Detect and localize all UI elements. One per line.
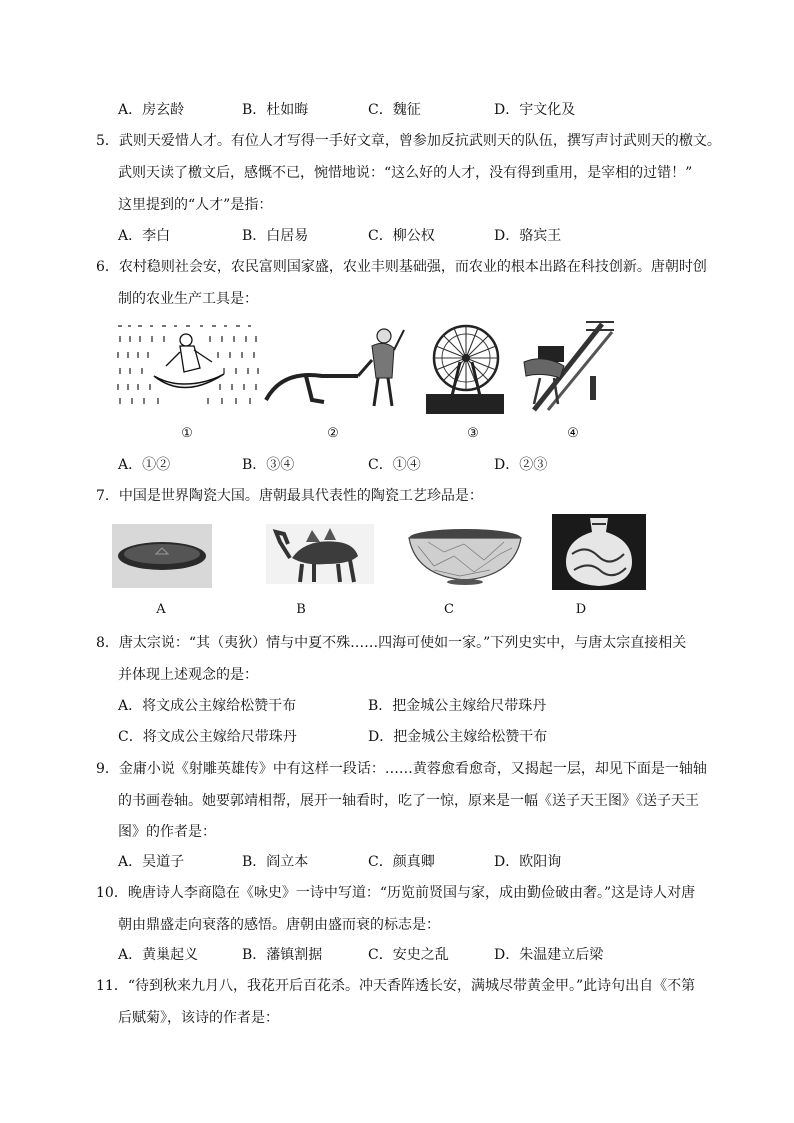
q8-option-c: C．将文成公主嫁给尺带珠丹 [118,729,297,745]
q11-stem-line-2: 后赋菊》，该诗的作者是： [118,1010,279,1026]
q8-option-b: B．把金城公主嫁给尺带珠丹 [368,698,547,714]
q7-figure-a-plate [112,524,212,588]
q11-stem-line-1: 11．“待到秋来九月八，我花开后百花杀。冲天香阵透长安，满城尽带黄金甲。”此诗句出自《不第 [96,978,696,994]
q9-option-c: C．颜真卿 [368,854,435,870]
q4-option-c: C．魏征 [368,102,421,118]
q10-stem-line-1: 10．晚唐诗人李商隐在《咏史》一诗中写道：“历览前贤国与家，成由勤俭破由奢。”这是诗人对唐 [96,885,696,901]
q4-option-a: A．房玄龄 [118,102,185,118]
q9-option-a: A．吴道子 [118,854,185,870]
q7-figure-b-tricolor-camel [266,524,374,584]
q5-option-d: D．骆宾王 [494,228,562,244]
q7-caption-d: D [575,602,587,617]
q10-stem-line-2: 朝由鼎盛走向衰落的感悟。唐朝由盛而衰的标志是： [118,917,440,933]
q4-option-d: D．宇文化及 [494,102,576,118]
q6-caption-4: ④ [567,426,579,441]
q5-option-a: A．李白 [118,228,171,244]
q6-stem-line-2: 制的农业生产工具是： [118,291,258,307]
q6-option-b: B．③④ [242,457,295,473]
q7-figure-d-vase [552,514,646,590]
q10-option-c: C．安史之乱 [368,947,449,963]
q6-option-d: D．②③ [494,457,548,473]
q6-option-a: A．①② [118,457,171,473]
q9-stem-line-3: 图》的作者是： [118,824,216,840]
q6-caption-3: ③ [467,426,479,441]
q8-option-d: D．把金城公主嫁给松赞干布 [368,729,548,745]
q7-stem-line-1: 7．中国是世界陶瓷大国。唐朝最具代表性的陶瓷工艺珍品是： [96,488,483,504]
q6-figure-2-curved-shaft-plough [262,320,412,412]
q6-caption-2: ② [327,426,339,441]
q10-option-a: A．黄巢起义 [118,947,199,963]
q8-stem-line-1: 8．唐太宗说：“其（夷狄）情与中夏不殊……四海可使如一家。”下列史实中，与唐太宗直接相关 [96,635,687,651]
q6-figure-1-rice-transplanting-boat [114,318,264,410]
q5-option-b: B．白居易 [242,228,309,244]
q10-option-b: B．藩镇割据 [242,947,323,963]
q6-option-c: C．①④ [368,457,421,473]
q5-stem-line-2: 武则天读了檄文后，感慨不已，惋惜地说：“这么好的人才，没有得到重用，是宰相的过错！” [118,165,693,181]
q8-option-a: A．将文成公主嫁给松赞干布 [118,698,297,714]
q9-stem-line-1: 9．金庸小说《射雕英雄传》中有这样一段话：……黄蓉愈看愈奇，又揭起一层，却见下面是一轴轴 [96,761,707,777]
q5-option-c: C．柳公权 [368,228,435,244]
q7-caption-b: B [296,602,306,617]
q6-stem-line-1: 6．农村稳则社会安，农民富则国家盛，农业丰则基础强，而农业的根本出路在科技创新。唐朝时创 [96,259,707,275]
q10-option-d: D．朱温建立后梁 [494,947,604,963]
q7-caption-c: C [444,602,454,617]
q7-caption-a: A [156,602,166,617]
q6-figure-4-chain-pump [520,316,616,412]
q4-option-b: B．杜如晦 [242,102,309,118]
q5-stem-line-3: 这里提到的“人才”是指： [118,197,273,213]
q6-figure-3-waterwheel [426,318,504,414]
q9-stem-line-2: 的书画卷轴。她要郭靖相帮，展开一轴看时，吃了一惊，原来是一幅《送子天王图》《送子天王 [118,793,699,809]
q5-stem-line-1: 5．武则天爱惜人才。有位人才写得一手好文章，曾参加反抗武则天的队伍，撰写声讨武则天的檄文。 [96,133,721,149]
q7-figure-c-crackle-bowl [404,526,526,586]
q8-stem-line-2: 并体现上述观念的是： [118,667,258,683]
q9-option-d: D．欧阳询 [494,854,562,870]
q6-caption-1: ① [181,426,193,441]
q9-option-b: B．阎立本 [242,854,309,870]
